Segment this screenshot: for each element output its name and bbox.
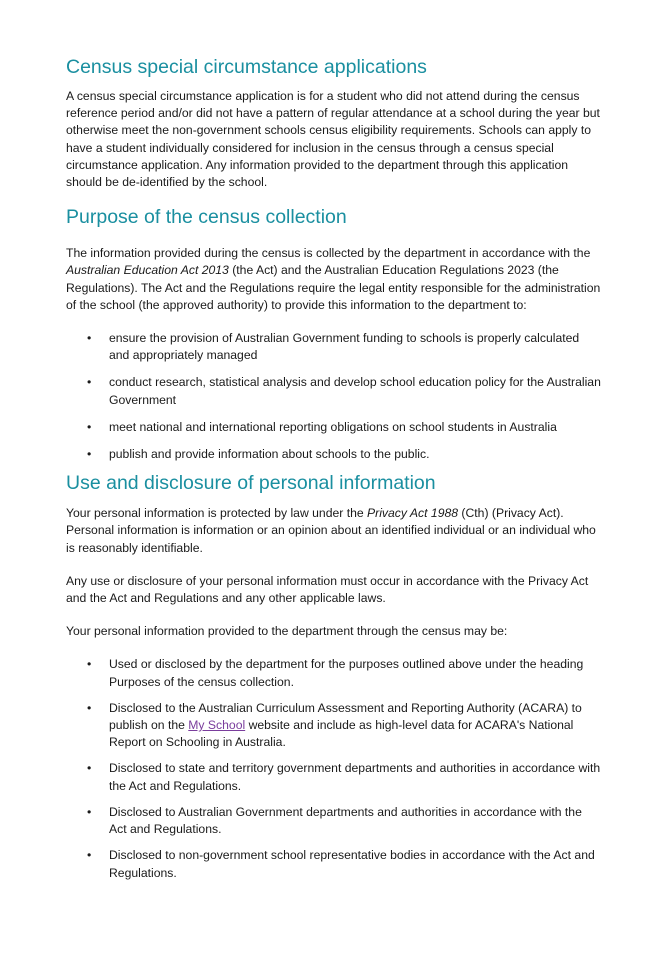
list-item: • Disclosed to non-government school representative bodies in accordance with the Act and Regulations. — [66, 847, 602, 881]
heading-use-and-disclosure: Use and disclosure of personal information — [66, 472, 436, 495]
text-span: The information provided during the census is collected by the department in accordance with the — [66, 246, 591, 261]
text-span: Disclosed to the Australian Curriculum Assessment and Reporting Authority (ACARA) to publish on the — [109, 700, 582, 733]
heading-census-special-circumstance: Census special circumstance applications — [66, 56, 427, 78]
list-item: • ensure the provision of Australian Government funding to schools is properly calculated and appropriately managed — [66, 330, 602, 364]
heading-purpose-of-census: Purpose of the census collection — [66, 206, 347, 229]
list-item: • Used or disclosed by the department for the purposes outlined above under the heading Purposes of the census collection. — [66, 656, 602, 690]
text-span: (Cth) (Privacy Act). Personal information is information or an opinion about an identified individual or an individual who is reasonably identifiable. — [66, 506, 596, 555]
paragraph-privacy-protection — [66, 505, 602, 557]
list-item: • Disclosed to state and territory government departments and authorities in accordance with the Act and Regulations. — [66, 760, 602, 794]
text-span: Your personal information is protected by law under the — [66, 506, 368, 521]
paragraph-purpose — [66, 245, 602, 314]
paragraph-special-circumstance: A census special circumstance application is for a student who did not attend during the census reference period and/or did not have a pattern of regular attendance at a school during the year but otherwise meet the non-government schools census eligibility requirements. Schools can apply to have a student individually considered for inclusion in the census through a census special circumstance application. Any information provided to the department through this application should be de-identified by the school. — [66, 89, 600, 190]
paragraph-use-or-disclosure: Any use or disclosure of your personal information must occur in accordance with the Privacy Act and the Act and Regulations and any other applicable laws. — [66, 573, 589, 606]
list-item — [66, 700, 602, 752]
my-school-link[interactable]: My School — [188, 718, 246, 733]
list-item: • meet national and international reporting obligations on school students in Australia — [66, 419, 602, 436]
list-item: • publish and provide information about schools to the public. — [66, 446, 602, 463]
paragraph-may-be: Your personal information provided to the department through the census may be: — [66, 624, 508, 639]
privacy-act-title: Privacy Act 1988 — [367, 506, 459, 521]
text-span: website and include as high-level data for ACARA's National Report on Schooling in Australia. — [109, 718, 574, 750]
list-item: • Disclosed to Australian Government departments and authorities in accordance with the Act and Regulations. — [66, 804, 602, 838]
act-title: Australian Education Act 2013 — [66, 263, 229, 278]
disclosure-list — [66, 656, 602, 881]
text-span: (the Act) and the Australian Education Regulations 2023 (the Regulations). The Act and the Regulations require the legal entity responsible for the administration of the school (the approved authority) to provide this information to the department to: — [66, 263, 601, 312]
list-item: • conduct research, statistical analysis and develop school education policy for the Australian Government — [66, 374, 602, 408]
document-page — [0, 55, 668, 961]
purpose-list — [66, 330, 602, 463]
